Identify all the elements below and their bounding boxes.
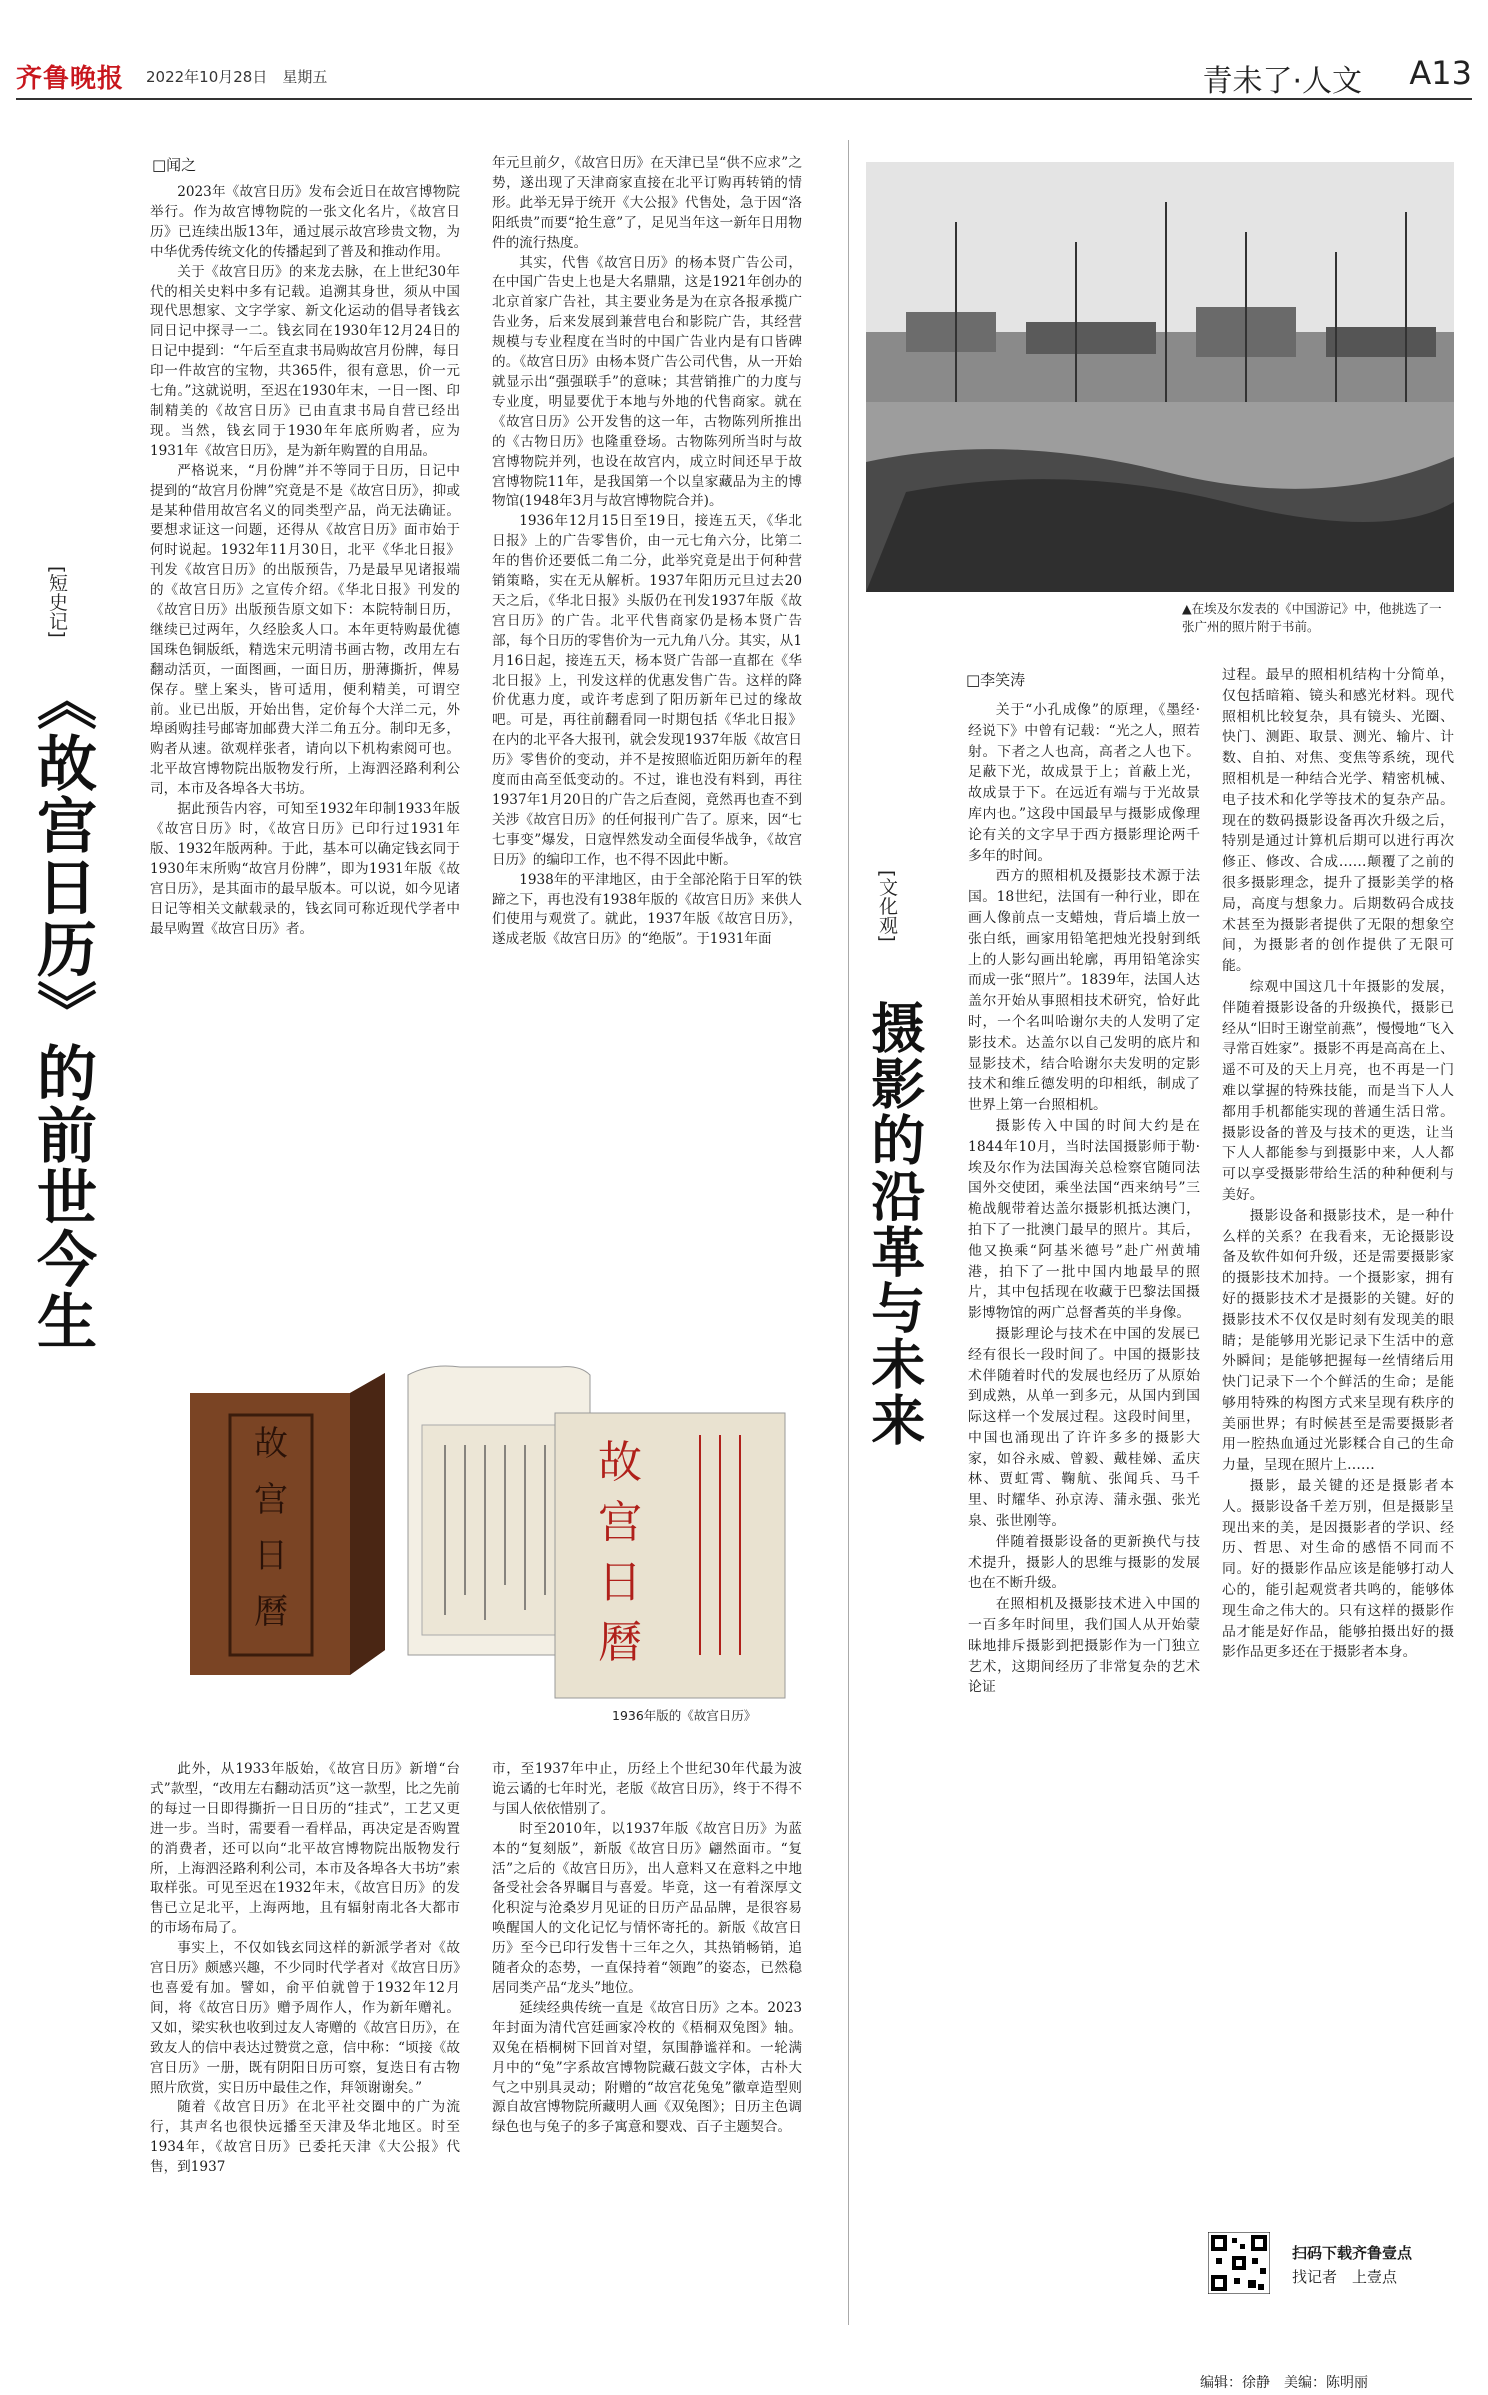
paragraph: 其实，代售《故宫日历》的杨本贤广告公司，在中国广告史上也是大名鼎鼎，这是1921年创办的北京首家广告社，其主要业务是为在京各报承揽广告业务，后来发展到兼营电台和影院广告，其经营规模与专业程度在当时的中国广告业内是有口皆碑的。《故宫日历》由杨本贤广告公司代售，从一开始就显示出“强强联手”的意味；其营销推广的力度与专业度，明显要优于本地与外地的代售商家。就在《故宫日历》公开发售的这一年，古物陈列所推出的《古物日历》也隆重登场。古物陈列所当时与故宫博物院并列，也设在故宫内，成立时间还早于故宫博物院11年，是我国第一个以皇家藏品为主的博物馆(1948年3月与故宫博物院合并)。: [492, 254, 802, 510]
paragraph: 2023年《故宫日历》发布会近日在故宫博物院举行。作为故宫博物院的一张文化名片，《故宫日历》已连续出版13年，通过展示故宫珍贵文物，为中华优秀传统文化的传播起到了普及和推动作用。: [150, 184, 460, 260]
canton-photo: [866, 162, 1454, 592]
article1-title: 《故宫日历》的前世今生: [27, 670, 97, 1352]
calendar-illustration: [160, 1355, 800, 1750]
paragraph: 摄影设备和摄影技术，是一种什么样的关系？在我看来，无论摄影设备及软件如何升级，还是需要摄影家的摄影技术加持。一个摄影家，拥有好的摄影技术才是摄影的关键。好的摄影技术不仅仅是时刻有发现美的眼睛；是能够用光影记录下生活中的意外瞬间；是能够把握每一丝情绪后用快门记录下一个个鲜活的生命；是能够用特殊的构图方式来呈现有秩序的美丽世界；有时候甚至是需要摄影者用一腔热血通过光影糅合自己的生命力量，呈现在照片上……: [1222, 1207, 1454, 1474]
paragraph: 关于“小孔成像”的原理，《墨经·经说下》中曾有记载：“光之人，照若射。下者之人也高，高者之人也下。足蔽下光，故成景于上；首蔽上光，故成景于下。在远近有端与于光故景库内也。”这段中国最早与摄影成像理论有关的文字早于西方摄影理论两千多年的时间。: [968, 702, 1200, 864]
paragraph: 时至2010年，以1937年版《故宫日历》为蓝本的“复刻版”，新版《故宫日历》翩然面市。“复活”之后的《故宫日历》，出人意料又在意料之中地备受社会各界瞩目与喜爱。毕竟，这一有着深厚文化积淀与沧桑岁月见证的日历产品品牌，是很容易唤醒国人的文化记忆与情怀寄托的。新版《故宫日历》至今已印行发售十三年之久，其热销畅销，追随者众的态势，一直保持着“领跑”的姿态，已然稳居同类产品“龙头”地位。: [492, 1820, 802, 1996]
paragraph: 西方的照相机及摄影技术源于法国。18世纪，法国有一种行业，即在画人像前点一支蜡烛，背后墙上放一张白纸，画家用铅笔把烛光投射到纸上的人影勾画出轮廓，再用铅笔涂实而成一张“照片”。1839年，法国人达盖尔开始从事照相技术研究，恰好此时，一个名叫哈谢尔夫的人发明了定影技术。达盖尔以自己发明的底片和显影技术，结合哈谢尔夫发明的定影技术和维丘德发明的印相纸，制成了世界上第一台照相机。: [968, 868, 1200, 1114]
article2-title: 摄影的沿革与未来: [862, 1000, 927, 1448]
paragraph: 市，至1937年中止，历经上个世纪30年代最为波诡云谲的七年时光，老版《故宫日历》，终于不得不与国人依依惜别了。: [492, 1761, 802, 1817]
paragraph: 严格说来，“月份牌”并不等同于日历，日记中提到的“故宫月份牌”究竟是不是《故宫日历》，抑或是某种借用故宫名义的同类型产品，尚无法确证。要想求证这一问题，还得从《故宫日历》面市始于何时说起。1932年11月30日，北平《华北日报》刊发《故宫日历》的出版预告，乃是最早见诸报端的《故宫日历》之宣传介绍。《华北日报》刊发的《故宫日历》出版预告原文如下：本院特制日历，继续已过两年，久经脍炙人口。本年更特购最优德国珠色铜版纸，精选宋元明清书画古物，改用左右翻动活页，一面图画，一面日历，册薄撕折，俾易保存。壁上案头，皆可适用，便利精美，可谓空前。业已出版，开始出售，定价每个大洋二元，外埠函购挂号邮寄加邮费大洋二角五分。制印无多，购者从速。欲观样张者，请向以下机构索阅可也。北平故宫博物院出版物发行所，上海泗泾路利利公司，本市及各埠各大书坊。: [150, 462, 460, 798]
paragraph: 摄影理论与技术在中国的发展已经有很长一段时间了。中国的摄影技术伴随着时代的发展也经历了从原始到成熟，从单一到多元，从国内到国际这样一个发展过程。这段时间里，中国也涌现出了许许多多的摄影大家，如谷永威、曾毅、戴桂娣、孟庆林、贾虹霄、鞠航、张闻兵、马千里、时耀华、孙京涛、蒲永强、张光泉、张世刚等。: [968, 1325, 1200, 1530]
calendar-caption: 1936年版的《故宫日历》: [612, 1708, 757, 1723]
article1-tag: [短史记]: [46, 566, 68, 638]
article2-column-1: [968, 700, 1200, 2380]
paragraph: 综观中国这几十年摄影的发展，伴随着摄影设备的升级换代，摄影已经从“旧时王谢堂前燕”，慢慢地“飞入寻常百姓家”。摄影不再是高高在上、遥不可及的天上月亮，也不再是一门难以掌握的特殊技能，而是当下人人都用手机都能实现的普通生活日常。摄影设备的普及与技术的更迭，让当下人人都能参与到摄影中来，人人都可以享受摄影带给生活的种种便利与美好。: [1222, 978, 1454, 1203]
article1-column-2: [492, 154, 802, 1348]
svg-text:曆: 曆: [598, 1617, 642, 1668]
article2-column-2: [1222, 665, 1454, 2207]
paragraph: 摄影传入中国的时间大约是在1844年10月，当时法国摄影师于勒·埃及尔作为法国海关总检察官随同法国外交使团，乘坐法国“西来纳号”三桅战舰带着达盖尔摄影机抵达澳门，拍下了一批澳门最早的照片。其后，他又换乘“阿基米德号”赴广州黄埔港，拍下了一批中国内地最早的照片，其中包括现在收藏于巴黎法国摄影博物馆的两广总督耆英的半身像。: [968, 1117, 1200, 1322]
section-name: 青未了·人文: [1202, 64, 1362, 99]
paragraph: 年元旦前夕，《故宫日历》在天津已呈“供不应求”之势，遂出现了天津商家直接在北平订购再转销的情形。此举无异于统开《大公报》代售处，急于因“洛阳纸贵”而要“抢生意”了，足见当年这一新年日用物件的流行热度。: [492, 155, 802, 251]
svg-text:日: 日: [254, 1536, 288, 1576]
photo-caption: ▲在埃及尔发表的《中国游记》中，他挑选了一张广州的照片附于书前。: [1182, 601, 1442, 634]
paragraph: 事实上，不仅如钱玄同这样的新派学者对《故宫日历》颇感兴趣，不少同时代学者对《故宫日历》也喜爱有加。譬如，俞平伯就曾于1932年12月间，将《故宫日历》赠予周作人，作为新年赠礼。又如，梁实秋也收到过友人寄赠的《故宫日历》，在致友人的信中表达过赞赏之意，信中称：“顷接《故宫日历》一册，既有阴阳日历可察，复迭日有古物照片欣赏，实日历中最佳之作，拜领谢谢矣。”: [150, 1940, 460, 2096]
page-header: [16, 52, 1472, 104]
svg-text:日: 日: [598, 1557, 642, 1608]
svg-text:故: 故: [598, 1437, 642, 1488]
article2-byline: □李笑涛: [966, 671, 1026, 689]
newspaper-logo: 齐鲁晚报: [16, 64, 125, 94]
editor-credit: 编辑：徐静 美编：陈明丽: [1200, 2375, 1368, 2391]
paragraph: 在照相机及摄影技术进入中国的一百多年时间里，我们国人从开始蒙昧地排斥摄影到把摄影作为一门独立艺术，这期间经历了非常复杂的艺术论证: [968, 1596, 1200, 1696]
qr-code-icon: [1208, 2232, 1270, 2294]
qr-sublabel: 找记者 上壹点: [1292, 2268, 1398, 2286]
paragraph: 随着《故宫日历》在北平社交圈中的广为流行，其声名也很快远播至天津及华北地区。时至1934年，《故宫日历》已委托天津《大公报》代售，到1937: [150, 2099, 460, 2176]
paragraph: 关于《故宫日历》的来龙去脉，在上世纪30年代的相关史料中多有记载。追溯其身世，须从中国现代思想家、文字学家、新文化运动的倡导者钱玄同日记中探寻一二。钱玄同在1930年12月24日的日记中提到：“午后至直隶书局购故宫月份牌，每日印一件故宫的宝物，共365件，很有意思，价一元七角。”这就说明，至迟在1930年末，一日一图、印制精美的《故宫日历》已由直隶书局自营已经出现。当然，钱玄同于1930年年底所购者，应为1931年《故宫日历》，是为新年购置的自用品。: [150, 263, 460, 459]
paragraph: 过程。最早的照相机结构十分简单，仅包括暗箱、镜头和感光材料。现代照相机比较复杂，具有镜头、光圈、快门、测距、取景、测光、输片、计数、自拍、对焦、变焦等系统，现代照相机是一种结合光学、精密机械、电子技术和化学等技术的复杂产品。现在的数码摄影设备再次升级之后，特别是通过计算机后期可以进行再次修正、修改、合成……颠覆了之前的很多摄影理念，提升了摄影美学的格局，高度与想象力。后期数码合成技术甚至为摄影者提供了无限的想象空间，为摄影者的创作提供了无限可能。: [1222, 667, 1454, 975]
qr-code[interactable]: [1208, 2232, 1270, 2294]
svg-text:曆: 曆: [254, 1592, 288, 1632]
paragraph: 1938年的平津地区，由于全部沦陷于日军的铁蹄之下，再也没有1938年版的《故宫日历》来供人们使用与观赏了。就此，1937年版《故宫日历》，遂成老版《故宫日历》的“绝版”。于1931年面: [492, 871, 802, 948]
calendar-photo: [160, 1355, 800, 1750]
article1-column-3: [150, 1760, 460, 2380]
harbor-illustration: [866, 162, 1454, 592]
paragraph: 1936年12月15日至19日，接连五天，《华北日报》上的广告零售价，由一元七角六分，比第二年的售价还要低二角二分，此举究竟是出于何种营销策略，实在无从解析。1937年阳历元旦过去20天之后，《华北日报》头版仍在刊发1937年版《故宫日历》的广告。北平代售商家仍是杨本贤广告部，每个日历的零售价为一元九角八分。其实，从1月16日起，接连五天，杨本贤广告部一直都在《华北日报》上，刊发这样的优惠发售广告。这样的降价优惠力度，或许考虑到了阳历新年已过的缘故吧。可是，再往前翻看同一时期包括《华北日报》在内的北平各大报刊，就会发现1937年版《故宫日历》零售价的变动，并不是按照临近阳历新年的程度而由高至低变动的。不过，谁也没有料到，再往1937年1月20日的广告之后查阅，竟然再也查不到关涉《故宫日历》的任何报刊广告了。原来，因“七七事变”爆发，日寇悍然发动全面侵华战争，《故宫日历》的编印工作，也不得不因此中断。: [492, 513, 802, 868]
issue-date: 2022年10月28日 星期五: [146, 68, 328, 86]
svg-text:宫: 宫: [254, 1480, 288, 1520]
paragraph: 延续经典传统一直是《故宫日历》之本。2023年封面为清代宫廷画家冷枚的《梧桐双兔图》轴。双兔在梧桐树下回首对望，氛围静谧祥和。一轮满月中的“兔”字系故宫博物院藏石鼓文字体，古朴大气之中别具灵动；附赠的“故宫花兔兔”徽章造型则源自故宫博物院所藏明人画《双兔图》；日历主色调绿色也与兔子的多子寓意和婴戏、百子主题契合。: [492, 1999, 802, 2136]
svg-text:故: 故: [254, 1424, 288, 1464]
paragraph: 此外，从1933年版始，《故宫日历》新增“台式”款型，“改用左右翻动活页”这一款型，比之先前的每过一日即得撕折一日日历的“挂式”，工艺又更进一步。当时，需要看一看样品，再决定是否购置的消费者，还可以向“北平故宫博物院出版物发行所，上海泗泾路利利公司，本市及各埠各大书坊”索取样张。可见至迟在1932年末，《故宫日历》的发售已立足北平，上海两地，且有辐射南北各大都市的市场布局了。: [150, 1761, 460, 1937]
article1-column-4: [492, 1760, 802, 2380]
header-rule: [16, 98, 1472, 100]
article1-byline: □闻之: [152, 156, 197, 174]
svg-text:宫: 宫: [598, 1497, 642, 1548]
article1-column-1: [150, 183, 460, 1348]
paragraph: 据此预告内容，可知至1932年印制1933年版《故宫日历》时，《故宫日历》已印行过1931年版、1932年版两种。于此，基本可以确定钱玄同于1930年末所购“故宫月份牌”，即为1931年版《故宫日历》，是其面市的最早版本。可以说，如今见诸日记等相关文献载录的，钱玄同可称近现代学者中最早购置《故宫日历》者。: [150, 801, 460, 937]
paragraph: 摄影，最关键的还是摄影者本人。摄影设备千差万别，但是摄影呈现出来的美，是因摄影者的学识、经历、哲思、对生命的感悟不同而不同。好的摄影作品应该是能够打动人心的，能引起观赏者共鸣的，能够体现生命之伟大的。只有这样的摄影作品才能是好作品，能够拍摄出好的摄影作品更多还在于摄影者本身。: [1222, 1478, 1454, 1661]
qr-label: 扫码下载齐鲁壹点: [1292, 2244, 1413, 2262]
column-divider: [848, 140, 849, 2325]
page-number: A13: [1409, 54, 1472, 92]
article2-tag: [文化观]: [876, 870, 898, 942]
paragraph: 伴随着摄影设备的更新换代与技术提升，摄影人的思维与摄影的发展也在不断升级。: [968, 1533, 1200, 1592]
